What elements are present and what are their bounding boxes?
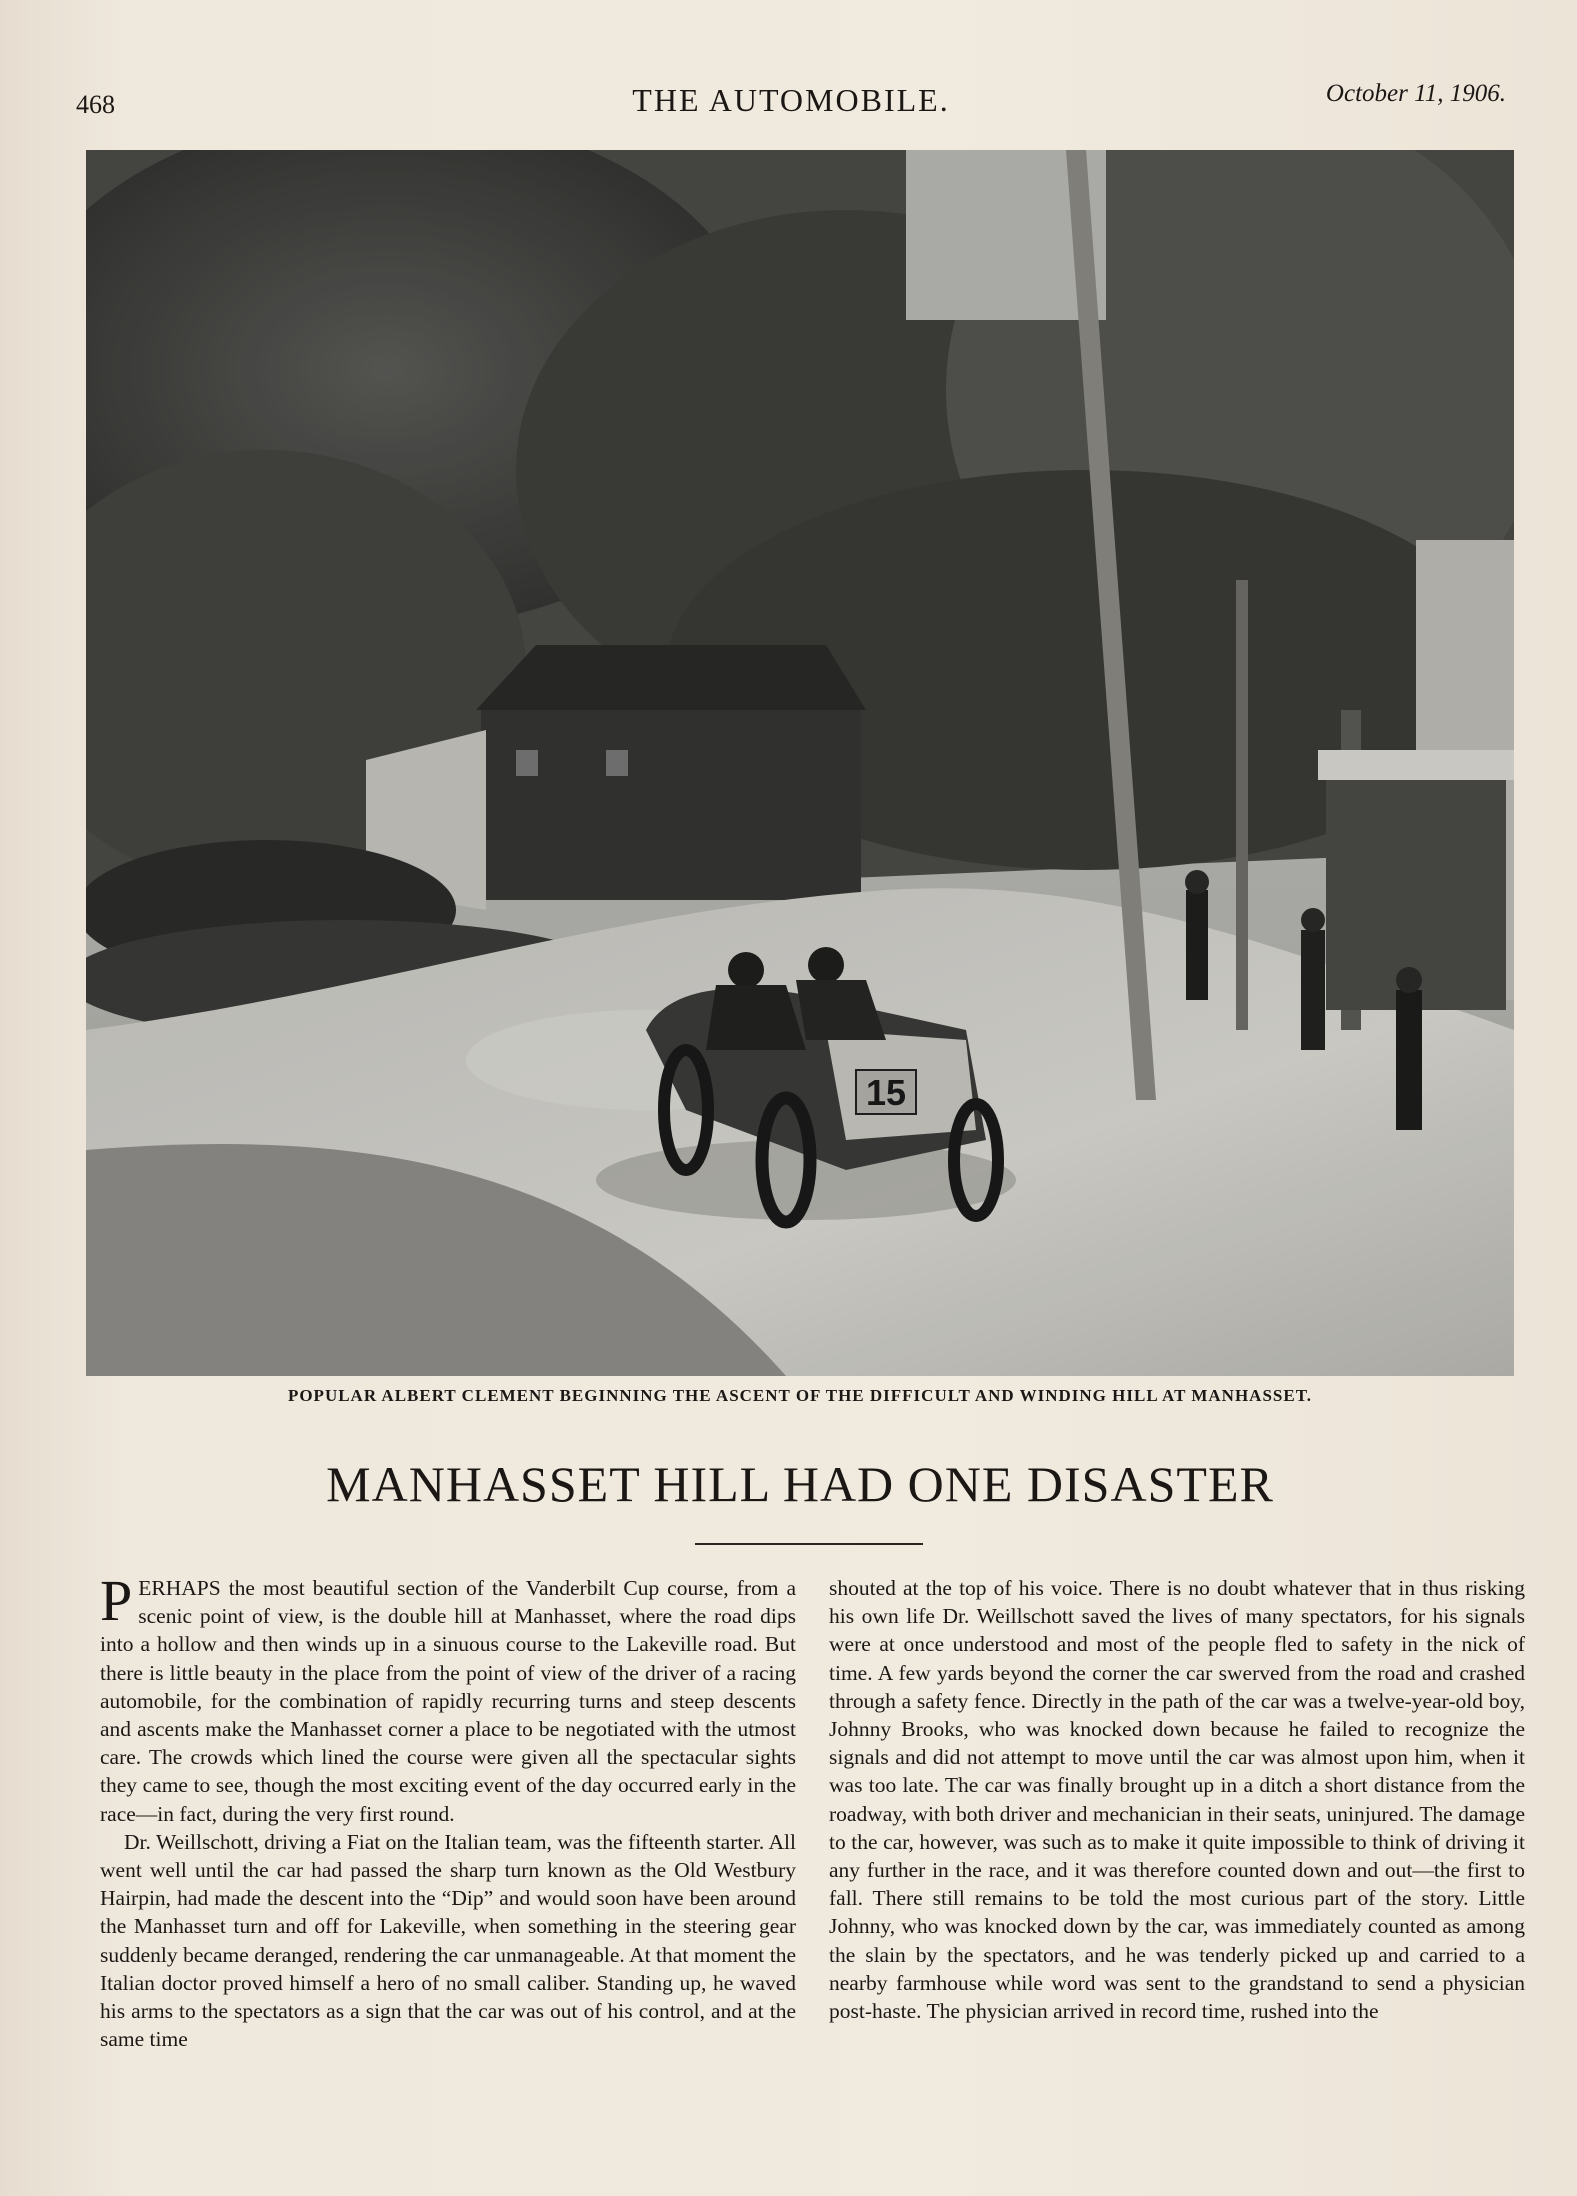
- paragraph: shouted at the top of his voice. There is no doubt whatever that in thus risking his own life Dr. Weillschott saved the lives of many spectators, for his signals were at once understood and most of the people fled to safety in the nick of time. A few yards beyond the corner the car swerved from the road and crashed through a safety fence. Directly in the path of the car was a twelve-year-old boy, Johnny Brooks, who was knocked down because he failed to recognize the signals and did not attempt to move until the car was almost upon him, when it was too late. The car was finally brought up in a ditch a short distance from the roadway, with both driver and mechanician in their seats, uninjured. The damage to the car, however, was such as to make it quite impossible to think of driving it any further in the race, and it was therefore counted down and out—the first to fall. There still remains to be told the most curious part of the story. Little Johnny, who was knocked down by the car, was immediately counted as among the slain by the spectators, and he was tenderly picked up and carried to a nearby farmhouse while word was sent to the grandstand to send a physician post-haste. The physician arrived in record time, rushed into the: [829, 1576, 1525, 2024]
- drop-cap: P: [100, 1568, 133, 1633]
- article-headline: MANHASSET HILL HAD ONE DISASTER: [326, 1456, 1274, 1512]
- photo-caption: POPULAR ALBERT CLEMENT BEGINNING THE ASCENT OF THE DIFFICULT AND WINDING HILL AT MANHASSET.: [287, 1386, 1313, 1405]
- car-number: 15: [865, 1072, 907, 1113]
- article-column-left: [100, 1568, 796, 2053]
- paragraph: Dr. Weillschott, driving a Fiat on the Italian team, was the fifteenth starter. All went well until the car had passed the sharp turn known as the Old Westbury Hairpin, had made the descent into the “Dip” and would soon have been around the Manhasset turn and off for Lakeville, when something in the steering gear suddenly became deranged, rendering the car unmanageable. At that moment the Italian doctor proved himself a hero of no small caliber. Standing up, he waved his arms to the spectators as a sign that the car was out of his control, and at the same time: [100, 1829, 796, 2052]
- page-number: 468: [76, 90, 115, 119]
- page-header: [76, 70, 1506, 130]
- headline-rule: [695, 1543, 923, 1545]
- article-column-right: [829, 1574, 1525, 2025]
- issue-date: October 11, 1906.: [1325, 80, 1506, 107]
- race-photograph: [86, 150, 1514, 1376]
- paragraph-text: ERHAPS the most beautiful section of the Vanderbilt Cup course, from a scenic point of view, is the double hill at Manhasset, where the road dips into a hollow and then winds up in a sinuous course to the Lakeville road. But there is little beauty in the place from the point of view of the driver of a racing automobile, for the combination of rapidly recurring turns and steep descents and ascents make the Manhasset corner a place to be negotiated with the utmost care. The crowds which lined the course were given all the spectacular sights they came to see, though the most exciting event of the day occurred early in the race—in fact, during the very first round.: [100, 1576, 796, 1826]
- photo-illustration: [86, 150, 1514, 1376]
- paragraph: [100, 1568, 796, 1828]
- journal-title: THE AUTOMOBILE.: [632, 82, 950, 118]
